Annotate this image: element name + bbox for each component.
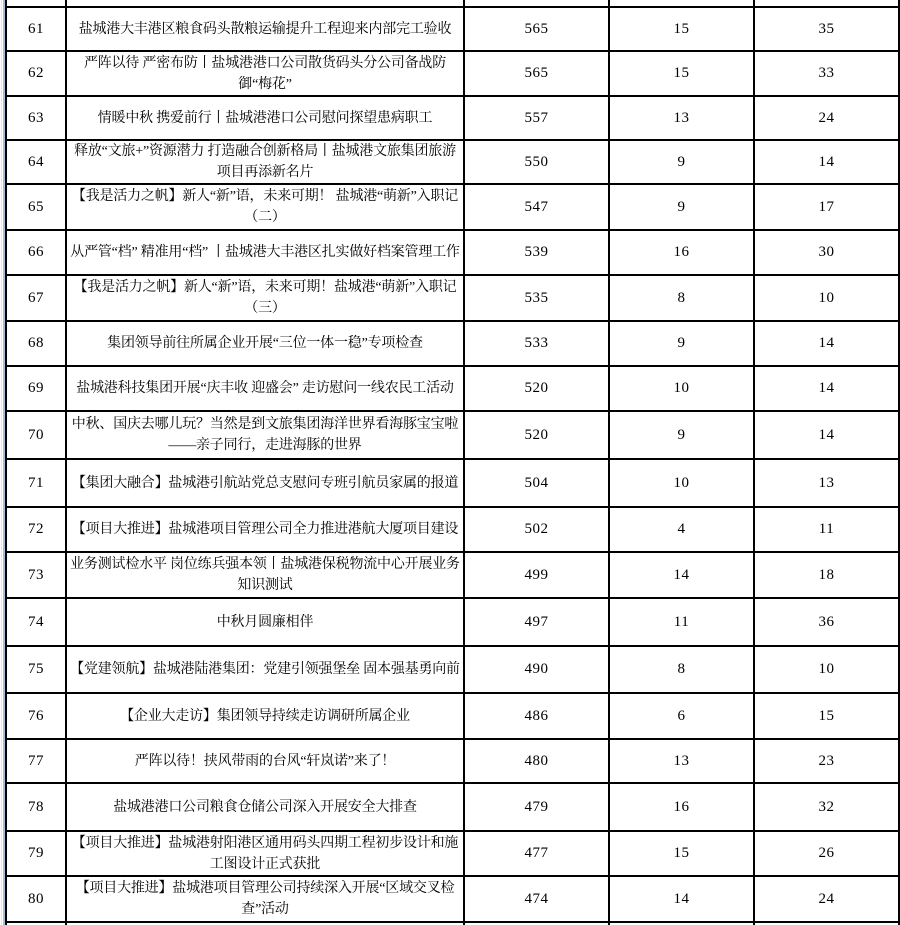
stat1-cell[interactable]: [464, 646, 609, 693]
row-number-cell[interactable]: [6, 321, 66, 366]
stat3-cell[interactable]: [754, 646, 899, 693]
stat2-cell[interactable]: [609, 552, 754, 598]
table-row: [6, 507, 899, 552]
partial-cell: [609, 0, 754, 7]
stat1-value: 539: [524, 244, 549, 260]
article-title: 中秋月圆廉相伴: [216, 614, 314, 630]
stat2-value: 15: [673, 845, 690, 861]
stat1-cell[interactable]: [464, 366, 609, 411]
stat1-value: 550: [524, 153, 549, 170]
row-number-cell[interactable]: [6, 693, 66, 739]
article-title: 集团领导前往所属企业开展“三位一体一稳”专项检查: [107, 336, 423, 351]
article-title: 【我是活力之帆】新人“新”语，未来可期！盐城港“萌新”入职记（三）: [73, 280, 457, 316]
row-number-cell[interactable]: [6, 783, 66, 831]
row-number-cell[interactable]: [6, 230, 66, 275]
stat1-value: 499: [524, 566, 549, 583]
article-title: 【项目大推进】盐城港项目管理公司持续深入开展“区域交叉检查”活动: [75, 881, 455, 917]
row-number-cell[interactable]: [6, 184, 66, 230]
article-title: 中秋、国庆去哪儿玩？当然是到文旅集团海洋世界看海豚宝宝啦——亲子同行，走进海豚的世界: [71, 417, 459, 453]
article-title-cell[interactable]: [66, 140, 464, 184]
stat2-value: 10: [673, 474, 690, 491]
article-title: 释放“文旅+”资源潜力 打造融合创新格局丨盐城港文旅集团旅游项目再添新名片: [74, 144, 456, 180]
table-row: [6, 831, 899, 876]
article-title-cell[interactable]: [66, 693, 464, 739]
stat2-value: 10: [673, 380, 690, 396]
article-title: 从严管“档” 精准用“档” 丨盐城港大丰港区扎实做好档案管理工作: [70, 245, 460, 260]
stat1-value: 497: [524, 613, 549, 630]
row-number: 73: [28, 566, 44, 583]
stat3-cell[interactable]: [754, 598, 899, 646]
stat3-value: 23: [818, 752, 835, 769]
stat3-cell[interactable]: [754, 184, 899, 230]
stat2-cell[interactable]: [609, 646, 754, 693]
stat3-value: 14: [818, 380, 835, 396]
stat2-cell[interactable]: [609, 96, 754, 140]
article-title-cell[interactable]: [66, 321, 464, 366]
stat1-cell[interactable]: [464, 876, 609, 922]
stat1-cell[interactable]: [464, 184, 609, 230]
stat2-value: 9: [677, 153, 686, 170]
article-title: 盐城港大丰港区粮食码头散粮运输提升工程迎来内部完工验收: [78, 21, 452, 37]
row-number-cell[interactable]: [6, 876, 66, 922]
row-number-cell[interactable]: [6, 552, 66, 598]
stat2-value: 8: [677, 661, 686, 677]
stat2-value: 13: [673, 109, 690, 126]
stat3-cell[interactable]: [754, 140, 899, 184]
partial-row-top: [6, 0, 899, 7]
table-row: [6, 598, 899, 646]
article-title: 盐城港港口公司粮食仓储公司深入开展安全大排查: [113, 799, 417, 815]
stat2-value: 6: [677, 707, 686, 724]
stat3-cell[interactable]: [754, 51, 899, 96]
stat2-cell[interactable]: [609, 275, 754, 321]
stat1-cell[interactable]: [464, 51, 609, 96]
stat1-cell[interactable]: [464, 507, 609, 552]
stat2-value: 8: [677, 289, 686, 306]
stat2-value: 16: [673, 798, 690, 815]
stat1-cell[interactable]: [464, 140, 609, 184]
table-row: [6, 783, 899, 831]
row-number: 74: [28, 613, 44, 630]
stat3-value: 10: [818, 661, 835, 677]
stat2-cell[interactable]: [609, 140, 754, 184]
stat3-cell[interactable]: [754, 693, 899, 739]
table-row: [6, 7, 899, 51]
stat2-cell[interactable]: [609, 507, 754, 552]
article-title-cell[interactable]: [66, 739, 464, 783]
stat2-value: 15: [673, 65, 690, 81]
stat3-cell[interactable]: [754, 876, 899, 922]
stat3-cell[interactable]: [754, 96, 899, 140]
stat3-value: 14: [818, 153, 835, 170]
stat3-value: 36: [818, 613, 835, 630]
article-title-cell[interactable]: [66, 366, 464, 411]
stat1-value: 533: [524, 335, 549, 351]
stat1-cell[interactable]: [464, 831, 609, 876]
stat2-value: 9: [677, 426, 686, 443]
stat2-cell[interactable]: [609, 783, 754, 831]
stat2-value: 14: [673, 890, 690, 907]
stat3-cell[interactable]: [754, 230, 899, 275]
stat1-cell[interactable]: [464, 552, 609, 598]
row-number: 70: [28, 426, 44, 443]
stat2-cell[interactable]: [609, 739, 754, 783]
table-row: [6, 646, 899, 693]
stat3-cell[interactable]: [754, 783, 899, 831]
row-number-cell[interactable]: [6, 507, 66, 552]
stat3-value: 15: [818, 707, 835, 724]
row-number: 80: [28, 890, 44, 907]
stat1-value: 547: [524, 198, 549, 215]
table-row: [6, 552, 899, 598]
stat3-value: 30: [818, 244, 835, 260]
row-number: 62: [28, 65, 44, 81]
row-number: 65: [28, 198, 44, 215]
article-title-cell[interactable]: [66, 646, 464, 693]
article-stats-table: [5, 0, 900, 925]
stat3-value: 26: [818, 845, 835, 861]
stat1-value: 535: [524, 289, 549, 306]
row-number-cell[interactable]: [6, 646, 66, 693]
table-row: [6, 411, 899, 459]
stat2-cell[interactable]: [609, 876, 754, 922]
row-number-cell[interactable]: [6, 51, 66, 96]
article-title-cell[interactable]: [66, 507, 464, 552]
article-title: 盐城港科技集团开展“庆丰收 迎盛会” 走访慰问一线农民工活动: [76, 381, 454, 396]
stat3-value: 24: [818, 109, 835, 126]
table-row: [6, 459, 899, 507]
row-number: 64: [28, 153, 44, 170]
row-number-cell[interactable]: [6, 96, 66, 140]
row-number: 71: [28, 474, 44, 491]
row-number-cell[interactable]: [6, 7, 66, 51]
stat1-value: 565: [524, 20, 549, 37]
article-title: 【我是活力之帆】新人“新”语，未来可期！ 盐城港“萌新”入职记（二）: [71, 189, 459, 225]
stat2-cell[interactable]: [609, 230, 754, 275]
stat1-value: 477: [524, 845, 549, 861]
table-row: [6, 51, 899, 96]
stat1-cell[interactable]: [464, 230, 609, 275]
stat2-value: 14: [673, 566, 690, 583]
table-row: [6, 693, 899, 739]
article-title-cell[interactable]: [66, 552, 464, 598]
stat2-value: 9: [677, 198, 686, 215]
stat1-cell[interactable]: [464, 783, 609, 831]
article-title-cell[interactable]: [66, 831, 464, 876]
stat2-cell[interactable]: [609, 321, 754, 366]
partial-cell: [6, 0, 66, 7]
row-number-cell[interactable]: [6, 459, 66, 507]
stat3-value: 32: [818, 798, 835, 815]
article-title: 业务测试检水平 岗位练兵强本领丨盐城港保税物流中心开展业务知识测试: [70, 557, 460, 593]
table-row: [6, 876, 899, 922]
window-edge-line-light: [1, 0, 2, 925]
stat3-cell[interactable]: [754, 321, 899, 366]
stat1-cell[interactable]: [464, 598, 609, 646]
stat1-cell[interactable]: [464, 739, 609, 783]
stat3-cell[interactable]: [754, 552, 899, 598]
row-number-cell[interactable]: [6, 411, 66, 459]
article-title: 【集团大融合】盐城港引航站党总支慰问专班引航员家属的报道: [71, 475, 459, 491]
stat1-cell[interactable]: [464, 411, 609, 459]
row-number: 67: [28, 289, 44, 306]
row-number: 69: [28, 380, 44, 396]
table-row: [6, 275, 899, 321]
partial-cell: [754, 0, 899, 7]
stat1-value: 490: [524, 661, 549, 677]
article-title-cell[interactable]: [66, 51, 464, 96]
row-number: 68: [28, 335, 44, 351]
stat3-value: 13: [818, 474, 835, 491]
stat1-value: 502: [524, 521, 549, 537]
article-title: 【项目大推进】盐城港项目管理公司全力推进港航大厦项目建设: [71, 522, 459, 537]
stat2-cell[interactable]: [609, 831, 754, 876]
article-title: 情暖中秋 携爱前行丨盐城港港口公司慰问探望患病职工: [97, 110, 433, 126]
stat3-cell[interactable]: [754, 459, 899, 507]
stat1-value: 480: [524, 752, 549, 769]
stat3-cell[interactable]: [754, 7, 899, 51]
article-title-cell[interactable]: [66, 7, 464, 51]
table-row: [6, 140, 899, 184]
article-title: 严阵以待！挟风带雨的台风“轩岚诺”来了！: [134, 753, 396, 769]
stat3-cell[interactable]: [754, 275, 899, 321]
row-number: 63: [28, 109, 44, 126]
row-number-cell[interactable]: [6, 831, 66, 876]
row-number: 75: [28, 661, 44, 677]
row-number-cell[interactable]: [6, 366, 66, 411]
stat2-value: 16: [673, 244, 690, 260]
row-number-cell[interactable]: [6, 739, 66, 783]
stat3-cell[interactable]: [754, 507, 899, 552]
stat2-cell[interactable]: [609, 459, 754, 507]
stat2-value: 15: [673, 20, 690, 37]
stat1-value: 479: [524, 798, 549, 815]
partial-cell: [464, 0, 609, 7]
row-number-cell[interactable]: [6, 140, 66, 184]
row-number: 66: [28, 244, 44, 260]
row-number: 77: [28, 752, 44, 769]
stat1-cell[interactable]: [464, 96, 609, 140]
stat2-value: 13: [673, 752, 690, 769]
table-row: [6, 739, 899, 783]
stat2-cell[interactable]: [609, 693, 754, 739]
stat2-cell[interactable]: [609, 184, 754, 230]
stat3-cell[interactable]: [754, 411, 899, 459]
stat1-value: 474: [524, 890, 549, 907]
table-row: [6, 366, 899, 411]
table-row: [6, 230, 899, 275]
stat2-cell[interactable]: [609, 366, 754, 411]
article-title-cell[interactable]: [66, 876, 464, 922]
stat1-cell[interactable]: [464, 7, 609, 51]
stat2-value: 11: [673, 613, 690, 630]
stat1-cell[interactable]: [464, 275, 609, 321]
article-title: 严阵以待 严密布防丨盐城港港口公司散货码头分公司备战防御“梅花”: [83, 55, 447, 92]
stat1-value: 520: [524, 426, 549, 443]
stat2-cell[interactable]: [609, 598, 754, 646]
partial-cell: [66, 0, 464, 7]
row-number-cell[interactable]: [6, 598, 66, 646]
row-number: 61: [28, 20, 44, 37]
stat1-cell[interactable]: [464, 459, 609, 507]
article-title-cell[interactable]: [66, 184, 464, 230]
stat1-cell[interactable]: [464, 693, 609, 739]
row-number-cell[interactable]: [6, 275, 66, 321]
stat3-cell[interactable]: [754, 831, 899, 876]
article-title-cell[interactable]: [66, 598, 464, 646]
stat2-value: 9: [677, 335, 686, 351]
row-number: 72: [28, 521, 44, 537]
article-title: 【项目大推进】盐城港射阳港区通用码头四期工程初步设计和施工图设计正式获批: [71, 835, 459, 872]
stat2-cell[interactable]: [609, 51, 754, 96]
stat3-value: 14: [818, 426, 835, 443]
table-row: [6, 184, 899, 230]
stat3-value: 11: [818, 521, 835, 537]
stat3-value: 35: [818, 20, 835, 37]
stat2-cell[interactable]: [609, 7, 754, 51]
table-row: [6, 321, 899, 366]
stat1-value: 557: [524, 109, 549, 126]
article-title-cell[interactable]: [66, 411, 464, 459]
stat1-value: 520: [524, 380, 549, 396]
row-number: 78: [28, 798, 44, 815]
row-number: 76: [28, 707, 44, 724]
stat2-value: 4: [677, 521, 686, 537]
article-title-cell[interactable]: [66, 459, 464, 507]
stat3-cell[interactable]: [754, 739, 899, 783]
stat1-value: 565: [524, 65, 549, 81]
stat3-value: 24: [818, 890, 835, 907]
article-title-cell[interactable]: [66, 783, 464, 831]
article-title-cell[interactable]: [66, 230, 464, 275]
stat3-value: 33: [818, 65, 835, 81]
table-row: [6, 96, 899, 140]
stat3-value: 10: [818, 289, 835, 306]
stat3-value: 18: [818, 566, 835, 583]
stat3-value: 14: [818, 335, 835, 351]
article-title: 【企业大走访】集团领导持续走访调研所属企业: [120, 708, 410, 724]
stat3-value: 17: [818, 198, 835, 215]
row-number: 79: [28, 845, 44, 861]
stat1-cell[interactable]: [464, 321, 609, 366]
article-title: 【党建领航】盐城港陆港集团：党建引领强堡垒 固本强基勇向前: [70, 662, 460, 677]
article-title-cell[interactable]: [66, 275, 464, 321]
stat2-cell[interactable]: [609, 411, 754, 459]
stat1-value: 486: [524, 707, 549, 724]
article-title-cell[interactable]: [66, 96, 464, 140]
stat1-value: 504: [524, 474, 549, 491]
stat3-cell[interactable]: [754, 366, 899, 411]
